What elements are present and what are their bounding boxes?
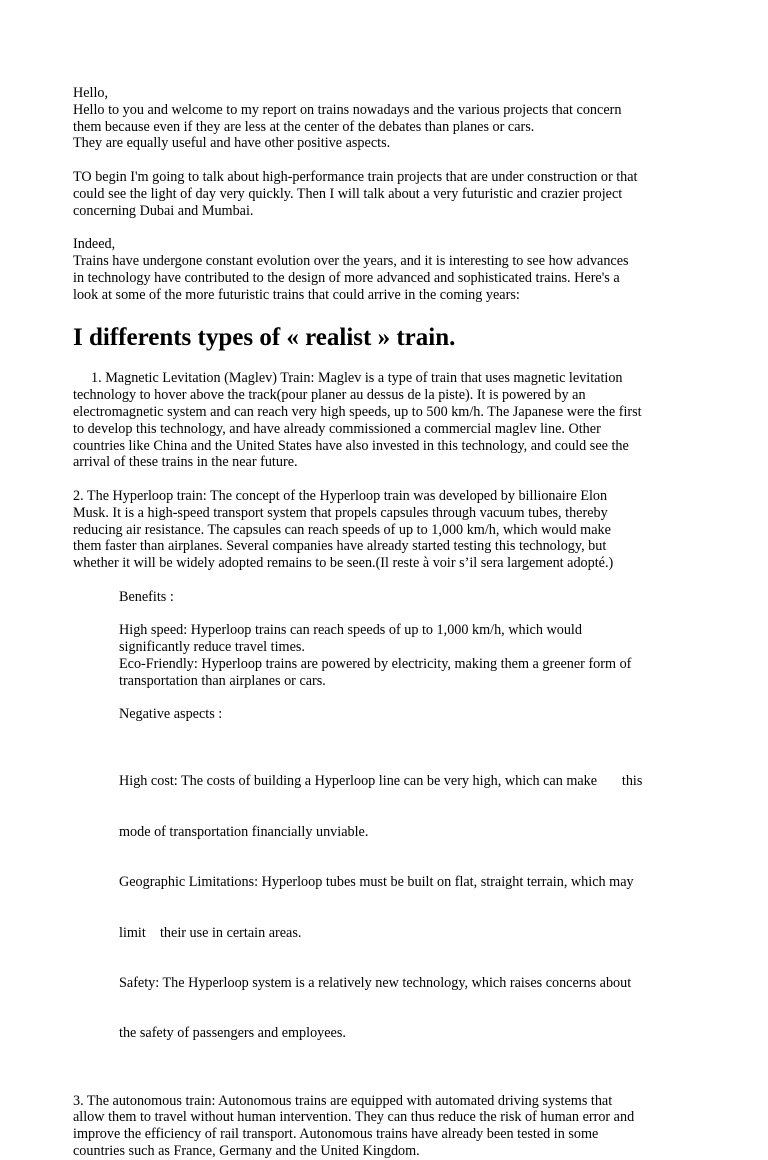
text-line: to develop this technology, and have already commissioned a commercial maglev line. Other [73,420,601,437]
text-line: concerning Dubai and Mumbai. [73,202,254,219]
benefits-list [119,622,698,689]
text-line: High cost: The costs of building a Hyperloop line can be very high, which can make this [119,773,643,790]
negatives-block [119,706,698,723]
negatives-heading: Negative aspects : [119,706,223,723]
text-line: the safety of passengers and employees. [119,1025,346,1042]
text-line: allow them to travel without human intervention. They can thus reduce the risk of human error and [73,1109,635,1126]
intro-paragraph [73,85,698,152]
text-line: significantly reduce travel times. [119,639,305,656]
text-line: They are equally useful and have other positive aspects. [73,135,391,152]
autonomous-paragraph [73,1093,698,1160]
document-page [73,85,698,1160]
text-line: 2. The Hyperloop train: The concept of the Hyperloop train was developed by billionaire Elon [73,487,608,504]
benefits-heading: Benefits : [119,588,174,605]
text-line: could see the light of day very quickly. Then I will talk about a very futuristic and crazier project [73,185,623,202]
benefits-block [119,589,698,606]
text-line: Geographic Limitations: Hyperloop tubes must be built on flat, straight terrain, which may [119,874,634,891]
text-line: TO begin I'm going to talk about high-performance train projects that are under construction or that [73,168,638,185]
text-line: look at some of the more futuristic trains that could arrive in the coming years: [73,286,520,303]
maglev-paragraph [73,370,698,471]
text-line: arrival of these trains in the near future. [73,454,298,471]
text-line: High speed: Hyperloop trains can reach speeds of up to 1,000 km/h, which would [119,622,582,639]
text-line: reducing air resistance. The capsules can reach speeds of up to 1,000 km/h, which would make [73,521,611,538]
text-line: them because even if they are less at the center of the debates than planes or cars. [73,118,535,135]
negatives-list [119,740,698,1076]
text-line: countries like China and the United States have also invested in this technology, and could see the [73,437,629,454]
indeed-paragraph [73,236,698,303]
text-line: limit their use in certain areas. [119,924,302,941]
text-line: Safety: The Hyperloop system is a relatively new technology, which raises concerns about [119,975,632,992]
text-line: Eco-Friendly: Hyperloop trains are powered by electricity, making them a greener form of [119,655,632,672]
text-line: them faster than airplanes. Several companies have already started testing this technology, but [73,538,607,555]
section-heading: I differents types of « realist » train. [73,324,456,352]
opening-line: Indeed, [73,236,116,253]
hyperloop-paragraph [73,488,698,572]
text-line: whether it will be widely adopted remains to be seen.(Il reste à voir s’il sera largement adopté.) [73,555,614,572]
text-line: 3. The autonomous train: Autonomous trains are equipped with automated driving systems that [73,1092,613,1109]
text-line: Trains have undergone constant evolution over the years, and it is interesting to see how advances [73,252,629,269]
text-line: 1. Magnetic Levitation (Maglev) Train: Maglev is a type of train that uses magnetic levitation [91,370,623,387]
text-line: electromagnetic system and can reach very high speeds, up to 500 km/h. The Japanese were the first [73,403,642,420]
text-line: in technology have contributed to the design of more advanced and sophisticated trains. Here's a [73,269,620,286]
greeting-line: Hello, [73,85,109,101]
text-line: Musk. It is a high-speed transport system that propels capsules through vacuum tubes, thereby [73,504,608,521]
text-line: countries such as France, Germany and the United Kingdom. [73,1143,420,1160]
text-line: transportation than airplanes or cars. [119,672,326,689]
text-line: technology to hover above the track(pour planer au dessus de la piste). It is powered by an [73,387,586,404]
text-line: mode of transportation financially unviable. [119,823,369,840]
plan-paragraph [73,169,698,219]
text-line: improve the efficiency of rail transport. Autonomous trains have already been tested in some [73,1126,599,1143]
hyperloop-pros-cons [119,589,698,1076]
text-line: Hello to you and welcome to my report on trains nowadays and the various projects that concern [73,101,622,118]
